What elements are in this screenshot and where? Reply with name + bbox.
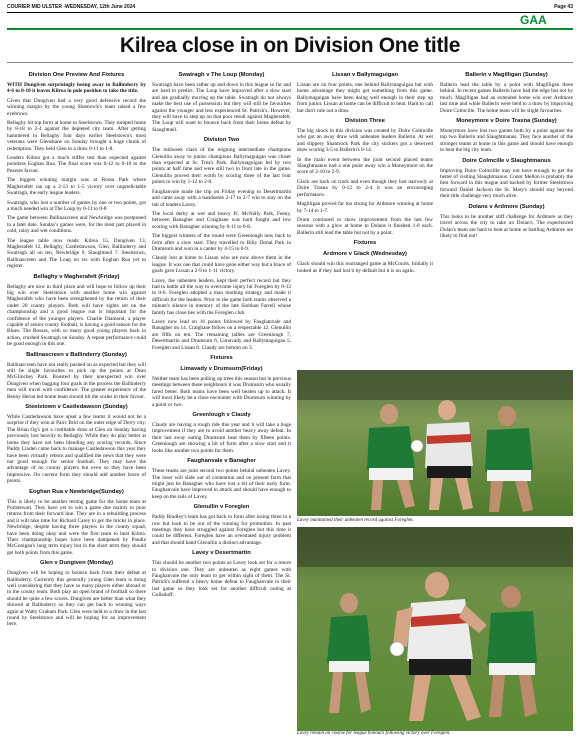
photo-lavey-player-running <box>297 527 573 731</box>
paragraph: Glack should win this rearranged game at McCourts. Initially it looked as if they had lost it by default but it is on again. <box>297 261 433 274</box>
paragraph: In the main event between the joint second placed teams Slaughtmanus had a one point away win a Moneymore on the score of 2-10 to 2-9. <box>297 156 433 176</box>
subhead: Division Two <box>203 137 240 144</box>
paragraph: Leaders Kilrea got a much stiffer test than expected against pointless Eoghan Rua. The final score was 0-12 to 0-10 to the Pearses favour. <box>7 155 146 174</box>
subhead: Doire Colmcille v Slaughtmanus <box>462 157 551 164</box>
column-2 <box>152 68 291 602</box>
photo-1-caption: Lavey maintained their unbeaten record against Foreglen. <box>297 518 414 523</box>
paragraph: This looks to be another stiff challenge for Ardmore as they travel across the city to take on Dolan's. The experienced Dolan's team are hard to beat at home as battling Ardmore are likely to find out! <box>440 213 573 239</box>
paragraph: Faughanvale made the trip on Friday evening to Desertmartin and came away with a handsome 2-17 to 2-7 win to stay on the tail of leaders Lavey. <box>152 188 291 208</box>
subhead: Fixtures <box>210 355 233 362</box>
photo-lavey-v-foreglen-tackle <box>297 370 573 516</box>
paragraph: Lissan are on four points, one behind Ballymaguigan but with home advantage they might get something from this game. Ballymaguigan have been doing well enough in their step up from junior. Lissan at home can be difficult to beat. Hard to call but don't rule out a draw. <box>297 82 433 114</box>
masthead-publication: COURIER MID ULSTER -WEDNESDAY, 12th June 2024 <box>7 4 136 10</box>
paragraph: Ballinascreen have not really pushed on as expected but they will still be slight favourites to pick up the points at Dean McGlinchey Park. Boosted by their unexpected win over Dungiven when bagging four goals in the process the Ballinderry men will travel with confidence. The greater experience of the Benny Heron led home team should tilt the scales in their favour. <box>7 361 146 400</box>
paragraph: Ballerin lead the table by a point with Magilligan three behind. In recent games Ballerin have had the edge but not by much. Magilligan had an extended home win over Ardmore last time and while Ballerin were held to a draw by improving Doire Colmcille. The home team will be slight favourites. <box>440 82 573 114</box>
subhead: Lavey v Desertmartin <box>192 550 251 557</box>
subhead: Swatragh v The Loup (Monday) <box>178 72 265 78</box>
paragraph: Magilligan proved far too strong for Ardmore winning at home by 7-14 to 1-7. <box>297 201 433 214</box>
paragraph: Improving Doire Colmcille may not have enough to get the better of visiting Slaughtmanus. Conor Mellon is probably the best forward in this league and backed by former Steelstown forward Daniel Jackson the St. Mary's should stay beyond their title challenge very much alive. <box>440 167 573 200</box>
paragraph: Bellaghy are now in third place and will hope to follow up their big win over Steelstown with another home win against Magherafelt who have been strengthened by the return of their under 20 county players. Both will have sights set on the championship and a good league run is important for the confidence of the younger players. Charlie Diamond, a player capable of senior county football, is having a good season for the Blues. The Rossas, with so many good young players back in action, crushed Swatragh on Sunday. A repeat performance could be good enough in this one. <box>7 283 146 348</box>
paragraph: Glack are back on track and even though they lost narrowly at Doire Trasna by 0-12 to 2-4 it was an encouraging performance. <box>297 178 433 198</box>
paragraph: Paddy Bradley's team has got back to form after losing three in a row but look to be out of the running for promotion. In past meetings they have struggled against Foreglen but this time it could be different. Foreglen have an overstated injury problem and that should hand Glenullin a distinct advantage. <box>152 514 291 546</box>
paragraph: Neither team has been pulling up trees this season but in previous meetings between these neighbours it was Drumsurn who usually fared better. Both teams have been well beaten up to attack. It will most likely be a close encounter with Drumsurn winning by a point or two. <box>152 376 292 408</box>
masthead-rule <box>7 12 573 13</box>
paragraph: The biggest winners of the round were Greenlough now back to form after a slow start. They travelled to Billy Donal Park in Drumsurn and won in a canter by 4-15 to 0-9. <box>152 233 291 252</box>
subhead: Greenlough v Claudy <box>192 412 251 419</box>
paragraph: Drum continued to show improvement from the last few seasons with a glow at home to Dolans it finished 1-8 each. Ballerin still lead the table but not by a point. <box>297 216 433 236</box>
masthead-page: Page 43 <box>554 4 573 10</box>
paragraph: Bellaghy hit top form at home to Steelstown. They romped home by 8-18 to 2-4 against the depleted city team. After getting hammered in Bellaghy four days earlier Steelstown's most veterans were Glenshane on Sunday brought a huge chunk of redemption. They held Glen to a draw 0-11 to 1-8. <box>7 120 146 152</box>
subhead: Eoghan Rua v Newbridge(Sunday) <box>29 488 124 495</box>
subhead: Ballerin v Magilligan (Sunday) <box>465 72 548 78</box>
subhead: Bellaghy v Magherafelt (Friday) <box>33 273 120 280</box>
subhead: Steelstown v Castledawson (Sunday) <box>25 404 128 411</box>
paragraph: Moneymore have lost two games both by a point against the top two Ballerin and Slaughtmanus. They face another of the stronger teams at home in this game and should have enough to beat the big city team. <box>440 128 573 154</box>
paragraph: Lavey, the unbeaten leaders, kept their perfect record but they had to battle all the way to overcome injury hit Foreglen by 0-12 to 0-6. Foreglen adopted a man marking strategy and made it difficult for the leaders. Prior to the game both teams observed a minute's silence in memory of the late Siobhan Farrell whose family has close ties with the Foreglen club. <box>152 277 291 316</box>
paragraph: The local derby at wet and heavy Fr. McNally Park, Feeny, between Banagher and Craigbane was hard fought and low scoring with Banagher winning by 0-11 to 0-8. <box>152 210 291 230</box>
subhead: Ballinascreen v Ballinderry (Sunday) <box>26 351 127 358</box>
photo-2-caption: Lavey remain on course for league honours following victory over Foreglen. <box>297 731 451 736</box>
paragraph: The biggest winning margin was at Rossa Park where Magherafelt ran up a 2-13 to 1-5 victory over unpredictable Swatragh, the early league leaders. <box>7 177 146 197</box>
column-1 <box>7 68 146 631</box>
subhead: Moneymore v Doire Trasna (Sunday) <box>456 118 557 125</box>
masthead <box>7 4 573 12</box>
paragraph: The league table now reads: Kilrea 15, Dungiven 13, Magherafelt 12, Bellaghy, Castledawson, Glen, Ballinderry and Swatragh all on ten, Newbridge 9, Slaughtneil 7. Steelstown, Ballinascreen and The Loup on six with Eoghan Rua yet to register. <box>7 237 146 270</box>
column-4 <box>440 68 573 242</box>
section-label: GAA <box>520 13 547 27</box>
paragraph: The big shock in this division was created by Doire Colmcille who got an away draw with unbeaten leaders Ballerin. At wet and slippery Shamrock Park the city stickers got a deserved draw scoring 3-5 to Ballerin's 0-14. <box>297 128 433 154</box>
subhead: Division Three <box>345 118 385 125</box>
paragraph: Given that Dungiven had a very good defensive record the winning margin by the young Shamrock's team raised a few eyebrows. <box>7 97 146 117</box>
paragraph: Dungiven will be hoping to bounce back from their defeat at Ballinderry. Currently this generally young Glen team is doing well considering that they have so many players either abroad or in the county team. Both play an open brand of football so there should be quite a few scores. Dungiven are better than what they showed at Ballinderry so they can get back to winning ways again at Watty Graham Park. Glen were held to a draw in the last round by Steelstown and will be hoping for an improvement here. <box>7 570 146 628</box>
paragraph: Swatragh have been rather up and down in this league so far and are hard to predict. The Loup have improved after a slow start and are gradually moving up the table. Swatragh do not always make the best use of possession but they will still be favourites against the younger and less experienced St. Patrick's. However, they will have to step up on that poor result against Magherafelt. The Loup will want to bounce back from their home defeat by Slaughtneil. <box>152 82 291 133</box>
subhead: Lissan v Ballymaguigan <box>331 72 399 78</box>
paragraph: Lavey now lead on 16 points followed by Faughanvale and Banagher on 14. Craigbane follow on a respectable 12. Glenullin are fifth on ten. The remaining tallies are Greenlough 7, Desertmartin and Drumsurn 6, Limavady and Ballymaguigan 5, Foreglen and Lissan 8. Claudy are bottom on 3. <box>152 319 291 351</box>
paragraph: This is likely to be another testing game for the home team at Portstewart. They have yet to win a game due mainly to poor returns from their forward line. They are in a rebuilding process and it will take time for Richard Carey to get the bricks in place. Newbridge, despite having three players in the county squad, have been doing okay and were the first team to beat Kilrea. Their championship hopes have been dampened by Paudie McGonigan's long term injury but in the short term they should get both points from this game. <box>7 498 146 556</box>
paragraph: Claudy lost at home to Lissan who are now above them in the league. It was one that could have gone either way but a brace of goals gave Lissan a 2-9 to 1-11 victory. <box>152 255 291 275</box>
paragraph: The midweek clash of the reigning intermediate champions Glenullin away to junior champions Ballymaguigan was closer than expected at St. Trea's Park. Ballymaguigan led by two points at half time and were still two in front late in the game. Glenullin proved their worth by scoring three of the last four points to win by 1-12 to 2-8. <box>152 147 291 186</box>
paragraph: While Castledawson have upset a few teams it would not be a surprise if they won at Pairc Brid on the outer edge of Derry city. The Brian Og's got a creditable draw at Glen on Sunday having previously lost heavily to Bellaghy. While they do play better at home they have not been blending any scoring records. Since Paddy Linden came back to manage Castledawson this year they have been virtually reborn and qualified the news that they were not good enough for senior football. They may have the advantage of no county players but even so they have been impressive. On current form they should add another brace of points. <box>7 414 146 485</box>
photo-2-illustration <box>297 527 573 731</box>
subhead: Faughanvale v Banagher <box>187 458 256 465</box>
paragraph: This should be another two points as Lavey look set for a return to division one. They are unbeaten as eight games with Faughanvale the only team to get within sight of them. The St. Patrick's suffered a heavy home defeat to Faughanvale in their last game so they look set for another difficult outing at Gulladuff. <box>152 560 291 599</box>
photo-1-illustration <box>297 370 573 516</box>
paragraph: The game between Ballinascreen and Newbridge was postponed to a later date. Sunday's games were, for the most part played in cold, rainy and wet conditions. <box>7 215 146 235</box>
headline-rule <box>7 62 573 63</box>
subhead: Dolans v Ardmore (Sunday) <box>468 203 545 210</box>
subhead: Limavady v Drumsurn(Friday) <box>180 366 263 373</box>
headline: Kilrea close in on Division One title <box>119 34 461 57</box>
lead-paragraph: WITH Dungiven surprisingly losing away to Ballinderry by 4-6 to 0-10 it leaves Kilrea in pole position to take the title. <box>7 82 146 95</box>
subhead: Fixtures <box>353 240 377 247</box>
section-band <box>7 28 573 30</box>
column-3 <box>297 68 433 277</box>
subhead: Division One Preview And Fixtures <box>28 72 125 78</box>
paragraph: Swatragh, who lost a number of games by one or two points, got a much needed win at The Loup by 0-11 to 0-8. <box>7 199 146 212</box>
subhead: Ardmore v Glack (Wednesday) <box>323 251 407 258</box>
subhead: Glen v Dungiven (Monday) <box>39 560 114 567</box>
subhead: Glenullin v Foreglen <box>193 504 250 511</box>
paragraph: Claudy are having a rough ride this year and it will take a huge improvement if they are to avoid another heavy away defeat. In their last away outing Drumsurn beat them by fifteen points. Greenlough are showing a bit of form after a slow start and it looks like another two points for them. <box>152 422 291 454</box>
paragraph: These teams are joint second two points behind unbeaten Lavey. The loser will slide out of contention and on present form that might just be Banagher who have lost a bit of their early form. Faughanvale have improved in attack and should have enough to keep on the tails of Lavey. <box>152 468 291 500</box>
